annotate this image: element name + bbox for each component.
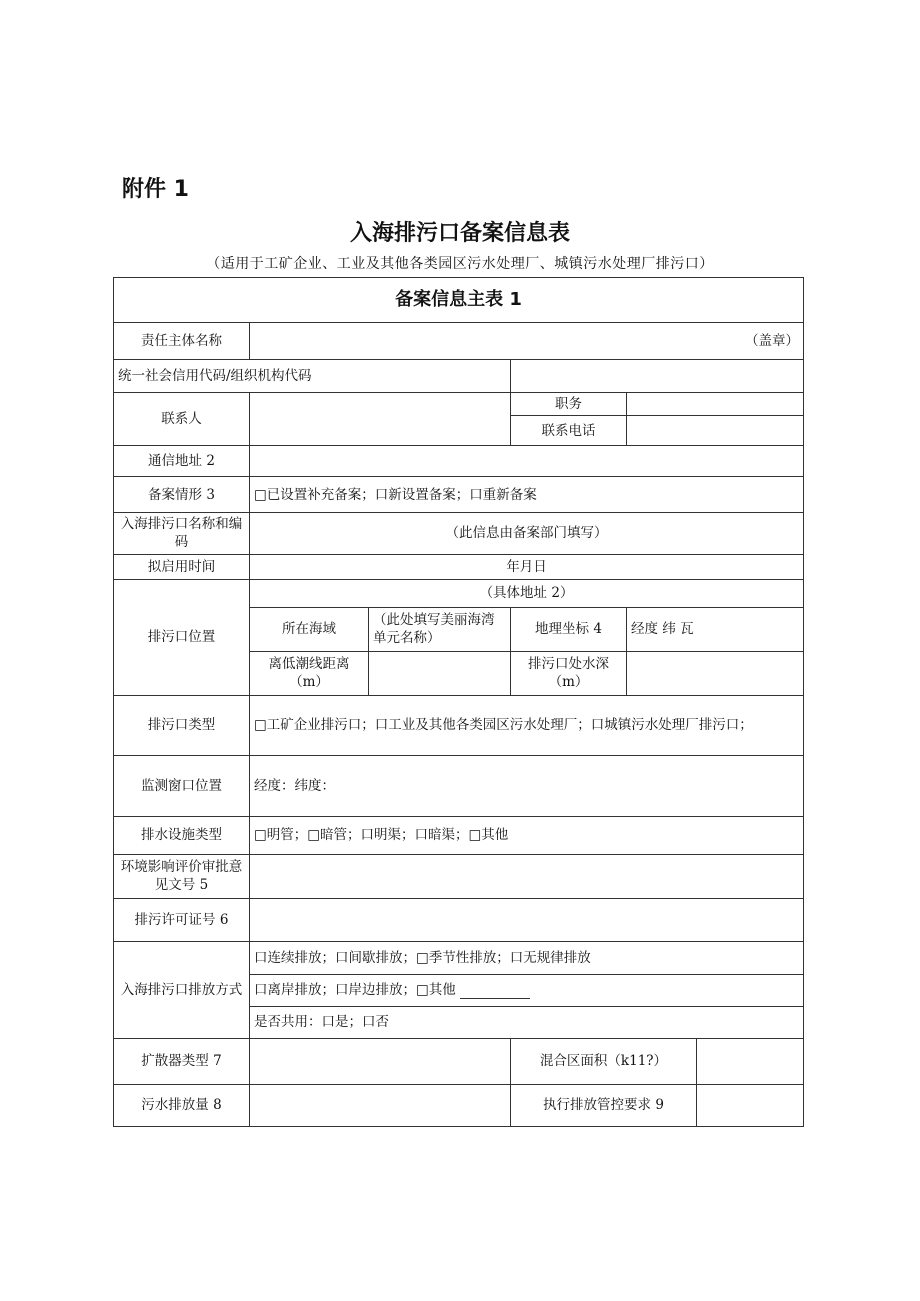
position-label: 职务 xyxy=(511,393,627,416)
discharge-mode-options-2-text: 口离岸排放；口岸边排放；□其他 xyxy=(254,982,456,999)
control-requirement-cell xyxy=(511,1084,804,1126)
outlet-name-label: 入海排污口名称和编码 xyxy=(114,513,250,554)
control-requirement-field[interactable] xyxy=(697,1085,803,1126)
position-field[interactable] xyxy=(627,393,804,416)
sea-area-label: 所在海域 xyxy=(250,607,369,651)
filing-situation-label: 备案情形 3 xyxy=(114,477,250,513)
geo-coordinate-label: 地理坐标 4 xyxy=(511,607,627,651)
phone-label: 联系电话 xyxy=(511,416,627,446)
filing-situation-options[interactable]: □已设置补充备案；口新设置备案；口重新备案 xyxy=(250,477,804,513)
monitor-window-field[interactable]: 经度：纬度： xyxy=(250,755,804,816)
permit-number-label: 排污许可证号 6 xyxy=(114,898,250,941)
responsible-entity-field[interactable] xyxy=(250,323,804,360)
drainage-type-label: 排水设施类型 xyxy=(114,816,250,854)
filing-info-table xyxy=(113,277,804,1127)
specific-address-note: （具体地址 2） xyxy=(250,579,804,607)
credit-code-label: 统一社会信用代码/组织机构代码 xyxy=(114,360,511,393)
main-table-title: 备案信息主表 1 xyxy=(114,278,804,323)
seal-note: （盖章） xyxy=(745,332,800,349)
water-depth-label: 排污口处水深（m） xyxy=(511,651,627,695)
form-title: 入海排污口备案信息表 xyxy=(349,221,570,246)
lon-lat-field[interactable]: 经度 纬 瓦 xyxy=(627,607,804,651)
low-tide-distance-field[interactable] xyxy=(369,651,511,695)
location-label: 排污口位置 xyxy=(114,579,250,695)
attachment-label: 附件 1 xyxy=(122,177,189,202)
sea-area-note[interactable]: （此处填写美丽海湾单元名称） xyxy=(369,607,511,651)
drainage-type-options[interactable]: □明管；□暗管；口明渠；口暗渠；□其他 xyxy=(250,816,804,854)
responsible-entity-label: 责任主体名称 xyxy=(114,323,250,360)
phone-field[interactable] xyxy=(627,416,804,446)
outlet-type-label: 排污口类型 xyxy=(114,695,250,755)
mixing-zone-cell xyxy=(511,1038,804,1084)
permit-number-field[interactable] xyxy=(250,898,804,941)
discharge-mode-options-2[interactable] xyxy=(250,974,804,1006)
contact-field[interactable] xyxy=(250,393,511,446)
sewage-volume-field[interactable] xyxy=(250,1084,511,1126)
start-time-label: 拟启用时间 xyxy=(114,554,250,579)
diffuser-type-field[interactable] xyxy=(250,1038,511,1084)
other-blank[interactable] xyxy=(460,986,530,999)
discharge-mode-options-1[interactable]: 口连续排放；口间歇排放；□季节性排放；口无规律排放 xyxy=(250,941,804,974)
address-field[interactable] xyxy=(250,446,804,477)
outlet-type-options[interactable]: □工矿企业排污口；口工业及其他各类园区污水处理厂；口城镇污水处理厂排污口； xyxy=(250,695,804,755)
water-depth-field[interactable] xyxy=(627,651,804,695)
form-subtitle: （适用于工矿企业、工业及其他各类园区污水处理厂、城镇污水处理厂排污口） xyxy=(206,256,714,272)
eia-approval-field[interactable] xyxy=(250,854,804,898)
sewage-volume-label: 污水排放量 8 xyxy=(114,1084,250,1126)
mixing-zone-label: 混合区面积（k11?） xyxy=(511,1039,697,1084)
outlet-name-note: （此信息由备案部门填写） xyxy=(250,513,804,554)
discharge-mode-label: 入海排污口排放方式 xyxy=(114,941,250,1038)
control-requirement-label: 执行排放管控要求 9 xyxy=(511,1085,697,1126)
diffuser-type-label: 扩散器类型 7 xyxy=(114,1038,250,1084)
shared-use-options[interactable]: 是否共用：口是；口否 xyxy=(250,1006,804,1038)
credit-code-field[interactable] xyxy=(511,360,804,393)
monitor-window-label: 监测窗口位置 xyxy=(114,755,250,816)
address-label: 通信地址 2 xyxy=(114,446,250,477)
low-tide-distance-label: 离低潮线距离（m） xyxy=(250,651,369,695)
start-time-field[interactable]: 年月日 xyxy=(250,554,804,579)
mixing-zone-field[interactable] xyxy=(697,1039,803,1084)
eia-approval-label: 环境影响评价审批意见文号 5 xyxy=(114,854,250,898)
contact-label: 联系人 xyxy=(114,393,250,446)
